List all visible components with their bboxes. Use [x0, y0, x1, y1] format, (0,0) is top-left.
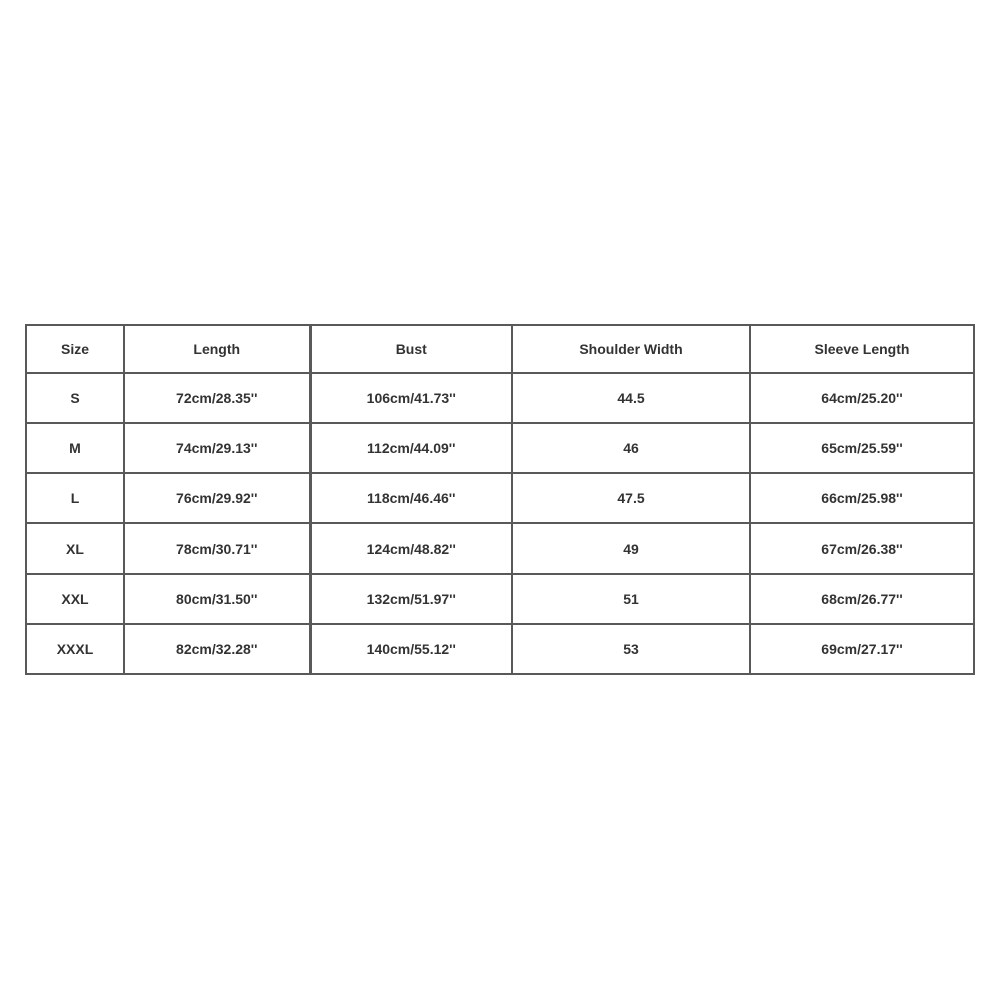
table-row	[26, 624, 974, 674]
cell-bust: 118cm/46.46''	[310, 473, 512, 523]
header-shoulder-width: Shoulder Width	[512, 325, 750, 373]
cell-bust: 106cm/41.73''	[310, 373, 512, 423]
cell-size: XL	[26, 523, 124, 573]
cell-sleeve-length: 67cm/26.38''	[750, 523, 974, 573]
cell-bust: 132cm/51.97''	[310, 574, 512, 624]
cell-length: 72cm/28.35''	[124, 373, 310, 423]
header-sleeve-length: Sleeve Length	[750, 325, 974, 373]
cell-length: 76cm/29.92''	[124, 473, 310, 523]
cell-size: XXXL	[26, 624, 124, 674]
cell-bust: 140cm/55.12''	[310, 624, 512, 674]
cell-bust: 112cm/44.09''	[310, 423, 512, 473]
cell-length: 74cm/29.13''	[124, 423, 310, 473]
header-bust: Bust	[310, 325, 512, 373]
table-row	[26, 373, 974, 423]
cell-shoulder-width: 49	[512, 523, 750, 573]
table-row	[26, 473, 974, 523]
table-row	[26, 523, 974, 573]
cell-length: 82cm/32.28''	[124, 624, 310, 674]
header-size: Size	[26, 325, 124, 373]
cell-sleeve-length: 69cm/27.17''	[750, 624, 974, 674]
cell-size: XXL	[26, 574, 124, 624]
header-length: Length	[124, 325, 310, 373]
table-row	[26, 423, 974, 473]
header-row	[26, 325, 974, 373]
cell-shoulder-width: 47.5	[512, 473, 750, 523]
cell-shoulder-width: 46	[512, 423, 750, 473]
cell-shoulder-width: 51	[512, 574, 750, 624]
cell-size: S	[26, 373, 124, 423]
cell-sleeve-length: 65cm/25.59''	[750, 423, 974, 473]
cell-bust: 124cm/48.82''	[310, 523, 512, 573]
cell-sleeve-length: 66cm/25.98''	[750, 473, 974, 523]
cell-size: M	[26, 423, 124, 473]
cell-length: 78cm/30.71''	[124, 523, 310, 573]
cell-shoulder-width: 53	[512, 624, 750, 674]
cell-sleeve-length: 68cm/26.77''	[750, 574, 974, 624]
cell-size: L	[26, 473, 124, 523]
table-row	[26, 574, 974, 624]
cell-shoulder-width: 44.5	[512, 373, 750, 423]
cell-sleeve-length: 64cm/25.20''	[750, 373, 974, 423]
cell-length: 80cm/31.50''	[124, 574, 310, 624]
size-chart-table	[25, 324, 975, 675]
